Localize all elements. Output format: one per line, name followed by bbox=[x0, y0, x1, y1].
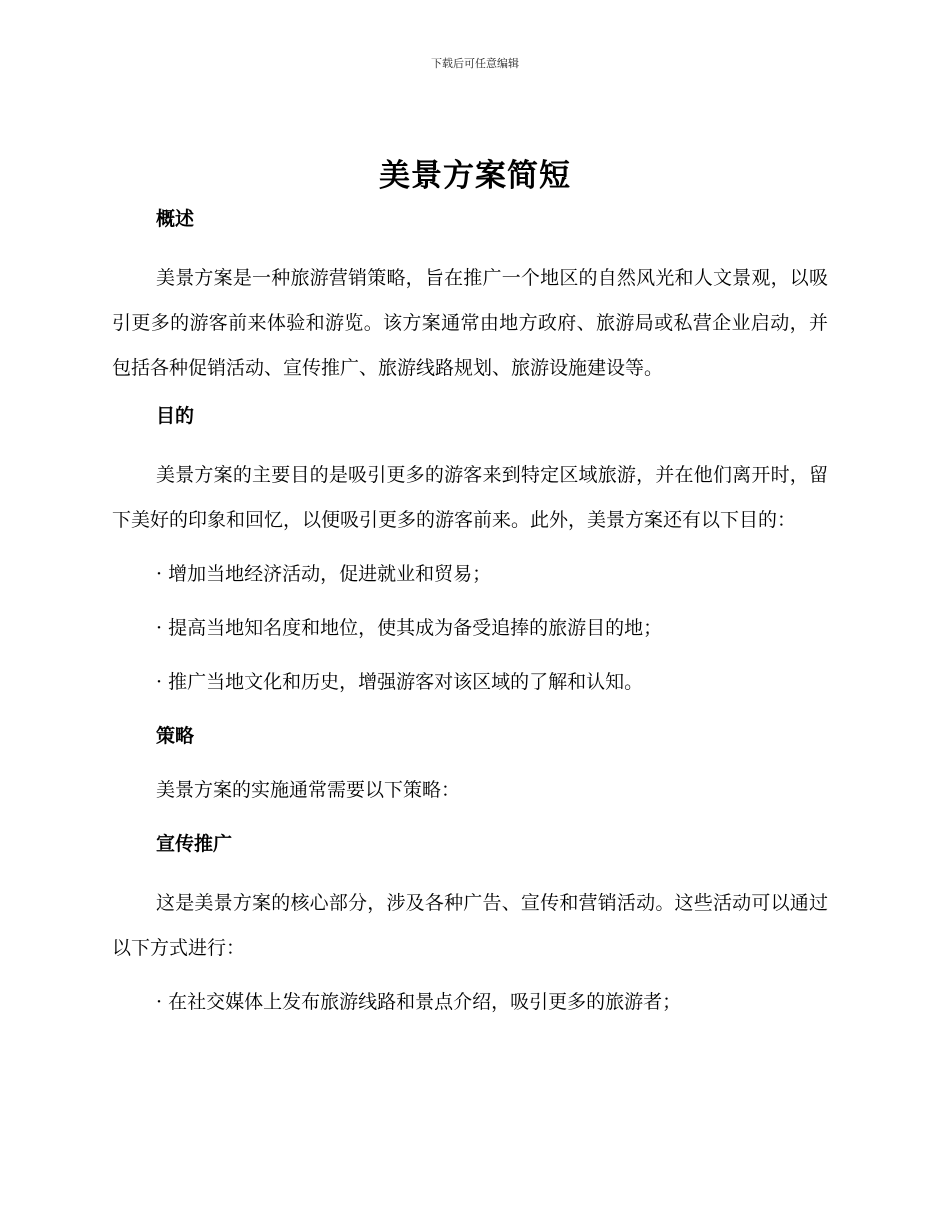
purpose-bullet-1: · 增加当地经济活动，促进就业和贸易； bbox=[156, 563, 492, 585]
section-heading-promotion: 宣传推广 bbox=[156, 833, 233, 855]
section-heading-overview: 概述 bbox=[156, 208, 195, 230]
promotion-paragraph: 这是美景方案的核心部分，涉及各种广告、宣传和营销活动。这些活动可以通过以下方式进行： bbox=[112, 892, 828, 959]
page-header-note: 下载后可任意编辑 bbox=[431, 57, 519, 70]
purpose-bullet-3: · 推广当地文化和历史，增强游客对该区域的了解和认知。 bbox=[156, 671, 644, 693]
purpose-bullet-2: · 提高当地知名度和地位，使其成为备受追捧的旅游目的地； bbox=[156, 617, 663, 639]
document-title: 美景方案简短 bbox=[379, 158, 571, 194]
promotion-bullet-1: · 在社交媒体上发布旅游线路和景点介绍，吸引更多的旅游者； bbox=[156, 991, 682, 1013]
overview-paragraph: 美景方案是一种旅游营销策略，旨在推广一个地区的自然风光和人文景观，以吸引更多的游客前来体验和游览。该方案通常由地方政府、旅游局或私营企业启动，并包括各种促销活动、宣传推广、旅游线路规划、旅游设施建设等。 bbox=[112, 267, 828, 379]
section-heading-strategy: 策略 bbox=[156, 725, 195, 747]
purpose-paragraph: 美景方案的主要目的是吸引更多的游客来到特定区域旅游，并在他们离开时，留下美好的印象和回忆，以便吸引更多的游客前来。此外，美景方案还有以下目的： bbox=[112, 464, 828, 531]
strategy-paragraph: 美景方案的实施通常需要以下策略： bbox=[156, 779, 461, 801]
document-body bbox=[112, 202, 828, 1039]
section-heading-purpose: 目的 bbox=[156, 405, 195, 427]
